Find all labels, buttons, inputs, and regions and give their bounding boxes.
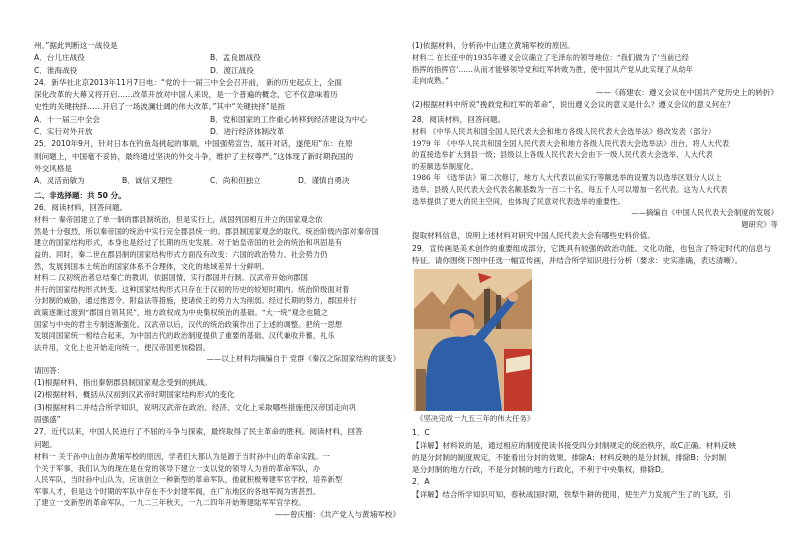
- material-line: 然是十分强烈，所以秦帝国的统治中实行完全郡县统一的。郡县制国家观念的取代。统治阶级内部对秦帝国: [34, 226, 379, 236]
- material-line: 发展同国家统一相结合起来，为中国古代的政治制度提供了重要的基础。汉代兼收并蓄，礼乐: [34, 331, 335, 341]
- option-a: A．台儿庄战役: [34, 53, 85, 63]
- q23-options: [34, 52, 400, 64]
- q25-line: 25．2010年9月，针对日本在钓鱼岛挑起的事端，中国强势宣告，展开对话，遂使用“东：在原: [34, 139, 353, 149]
- material-line: 人民军队，当时孙中山认为，应该创立一种新型的革命军队，他就积极筹建军官学校，培养新型: [34, 475, 343, 485]
- q25-line: 外交风格是: [34, 163, 72, 173]
- option-b: B．孟良崮战役: [210, 53, 261, 63]
- sub-question: (1)根据材料，指出秦朝郡县制国家观念受到的挑战。: [34, 378, 212, 388]
- q27-line: 问题。: [34, 439, 57, 449]
- option-c: C．实行对外开放: [34, 127, 93, 137]
- material-line: 分封制的威胁，通过推恩令、附益法等措施，使诸侯王的势力大为削弱。经过长期的努力，郡国并行: [34, 296, 357, 306]
- material-line: 然，发展到国本土统治的国家体系不合理体，文化的地域差异十分鲜明。: [34, 261, 269, 271]
- material-source: ——摘编自《中国人民代表大会制度的发展》: [631, 208, 778, 218]
- propaganda-poster-image: [414, 269, 532, 411]
- material-line: 1986 年 《选举法》第二次修订，地方人大代表以前实行等额选举的设置为以选举区划分人以上: [412, 173, 722, 183]
- q25-options: [34, 175, 400, 187]
- option-c: C．尚和但独立: [210, 176, 261, 186]
- material-line: 的直接选举扩大到县一级；县级以上各级人民代表大会由下一级人民代表大会选举，人大代表: [412, 150, 713, 160]
- material-line: 建立的国家结构形式，本身也是经过了长期的历史发展。对于始皇帝国的社会的统治和巩固是有: [34, 238, 343, 248]
- answer-line: 2．A: [412, 477, 430, 487]
- answer-line: 的是分封制的制度规定，不能看出分封的效果，排除A；材料反映的是分封制，排除B；分封制: [412, 452, 727, 462]
- q25-line: 则问题上，中国毫不妥协，最终通过坚决的外交斗争，维护了主权尊严。”这体现了新时期我国的: [34, 151, 354, 161]
- q28-heading: 28．阅读材料，回答问题。: [412, 114, 506, 124]
- q24-options: [34, 114, 400, 126]
- material-line: 法并用，文化上也开始走向统一，便汉帝国更加稳固。: [34, 342, 211, 352]
- answer-line: 【详解】结合所学知识可知，春秋战国时期，铁犁牛耕的使用，使生产力发展产生了的飞跃，引: [412, 489, 731, 499]
- q29-line: 特征。请你围绕下图中任选一幅宣传画，并结合所学知识进行分析（要求：史实准确，表达清晰）。: [412, 255, 743, 265]
- material-source: ——以上材料均摘编自于 党群《秦汉之际国家结构的演变》: [206, 354, 400, 364]
- option-b: B．党和国家的工作重心转移到经济建设为中心: [210, 114, 368, 124]
- q24-line: 史性的关键抉择……开启了一场波澜壮阔的伟大改革。”其中“关键抉择”是指: [34, 102, 285, 112]
- q24-line: 深化改革的大幕又将开启……改革开放对中国人来说，是一个普遍的概念，它不仅意味着历: [34, 90, 338, 100]
- material-source: ——曾庆榴：《共产党人与黄埔军校》: [274, 509, 400, 519]
- left-column: [34, 40, 400, 521]
- material-line: 选举。县级人民代表大会代表名额基数为一百二十名，每五千人可以增加一名代表。这为人大代表: [412, 184, 728, 194]
- material-line: 并行的国家结构形式转变。这种国家结构形式只存在于汉初的历史的较短时期内。统治阶级面对着: [34, 284, 350, 294]
- section-heading: 二、非选择题：共 50 分。: [34, 190, 126, 200]
- option-a: A．灵活而敏为: [34, 176, 85, 186]
- q23-tail: 州。”据此判断这一战役是: [34, 41, 118, 50]
- material-line: 了建立一支新型的革命军队，一九二三年秋天，一九二四年开始筹建陆军军官学校。: [34, 498, 306, 508]
- poster-illustration: [414, 269, 532, 411]
- q28-ask: 提取材料信息，说明上述材料对研究中国人民代表大会有哪些史料价值。: [412, 231, 655, 241]
- material-line: 材料二 在长征中的1935年遵义会议确立了毛泽东的领导地位：“我们做为了‘当前已经: [412, 53, 690, 63]
- option-b: B．诚信又理性: [122, 176, 173, 186]
- material-line: 材料 《中华人民共和国全国人民代表大会和地方各级人民代表大会选举法》修改发表（部分）: [412, 126, 716, 136]
- material-line: 材料一 秦帝国建立了单一制的郡县制统治，但是实行上，战国列国相互并立的国家观念依: [34, 215, 323, 225]
- sub-question: 固强盛”: [34, 415, 61, 425]
- option-a: A．十一届三中全会: [34, 114, 100, 124]
- sub-question: (1)依据材料，分析孙中山建立黄埔军校的原因。: [412, 41, 575, 50]
- material-line: 的差额选举制度化。: [412, 161, 479, 171]
- option-d: D．进行经济体制改革: [210, 127, 285, 137]
- material-line: 政策逐渐过渡到“郡国自领其民”，地方政权成为中央集权统治的基础。“大一统”观念也随之: [34, 307, 329, 317]
- material-line: 材料二 汉初统治者总结秦亡的教训，依据国情，实行郡国并行制。汉武帝开始向郡国: [34, 273, 308, 283]
- questions-label: 请回答：: [34, 365, 65, 375]
- sub-question: (3)根据材料二并结合所学知识，说明汉武帝在政治、经济、文化上采取哪些措施使汉帝国走向巩: [34, 402, 357, 412]
- material-line: 个关于军事，我们认为的现在是在党的领导下建立一支以党的领导人为首的革命军队，办: [34, 463, 321, 473]
- material-source: ——《蒋建农：遵义会议在中国共产党历史上的转折》: [595, 88, 778, 98]
- option-d: D．谨慎自勇决: [298, 176, 350, 186]
- q24-options-2: [34, 126, 400, 138]
- sub-question: (2)根据材料，概括从汉初到汉武帝时期国家结构形式的变化: [34, 390, 235, 400]
- option-d: D．渡江战役: [210, 65, 254, 75]
- material-line: 1979 年 《中华人民共和国全国人民代表大会和地方各级人民代表大会选举法》出台，将人大代表: [412, 138, 730, 148]
- material-line: 指挥的指挥官’……从而才能够领导党和红军转败为胜，使中国共产党从此实现了从幼年: [412, 64, 694, 74]
- material-line: 军事人才，但是这个时期的军队中存在不少封建军阀，在广东地区的各地军阀为害甚烈。: [34, 486, 321, 496]
- q27-line: 27．近代以来，中国人民进行了不屈的斗争与探索，最终取得了民主革命的胜利。阅读材料，回答: [34, 427, 363, 437]
- material-source-tail: 题研究》等: [741, 219, 778, 229]
- right-column: [412, 40, 778, 501]
- q24-line: 24．新华社北京2013年11月7日电：“党的十一届三中全会召开前， 新的历史起点上，全面: [34, 77, 343, 87]
- option-c: C．淮海战役: [34, 65, 78, 75]
- material-line: 走向成熟。”: [412, 76, 449, 86]
- material-line: 材料一 关于孙中山创办黄埔军校的原因，学者们大都认为是源于当时孙中山的革命实践。一: [34, 451, 330, 461]
- q26-heading: 26．阅读材料，回答问题。: [34, 202, 128, 212]
- sub-question: (2)根据材料中所说“挽救党和红军的革命”，说出遵义会议的意义是什么？遵义会议的意义何在？: [412, 100, 735, 110]
- q23-options-2: [34, 65, 400, 77]
- answer-line: 【详解】材料说的是，通过相应的制度使读书接受四分封制规定的统治秩序，故C正确。材料反映: [412, 440, 737, 450]
- material-line: 益的。同时，秦二世在郡县制的国家结构形式方面没有改变：六国的政治势力、社会势力仍: [34, 249, 328, 259]
- material-line: 选举提供了更大的民主空间，也体现了民意对代表选举的重要性。: [412, 196, 625, 206]
- answer-line: 是分封制的地方行政，不是分封制的地方行政化，不利于中央集权，排除D。: [412, 465, 669, 475]
- q29-line: 29．宣传画是美术创作的重要组成部分，它既具有较强的政治功能、文化功能，也包含了特定时代的信息与: [412, 243, 771, 253]
- poster-caption: 《坚决完成一九五三年的伟大任务》: [416, 414, 535, 424]
- material-line: 国家与中央的君主专制逐渐强化。汉武帝以后，汉代的统治政策作出了上述的调整。把统一思想: [34, 319, 343, 329]
- answer-line: 1．C: [412, 428, 430, 438]
